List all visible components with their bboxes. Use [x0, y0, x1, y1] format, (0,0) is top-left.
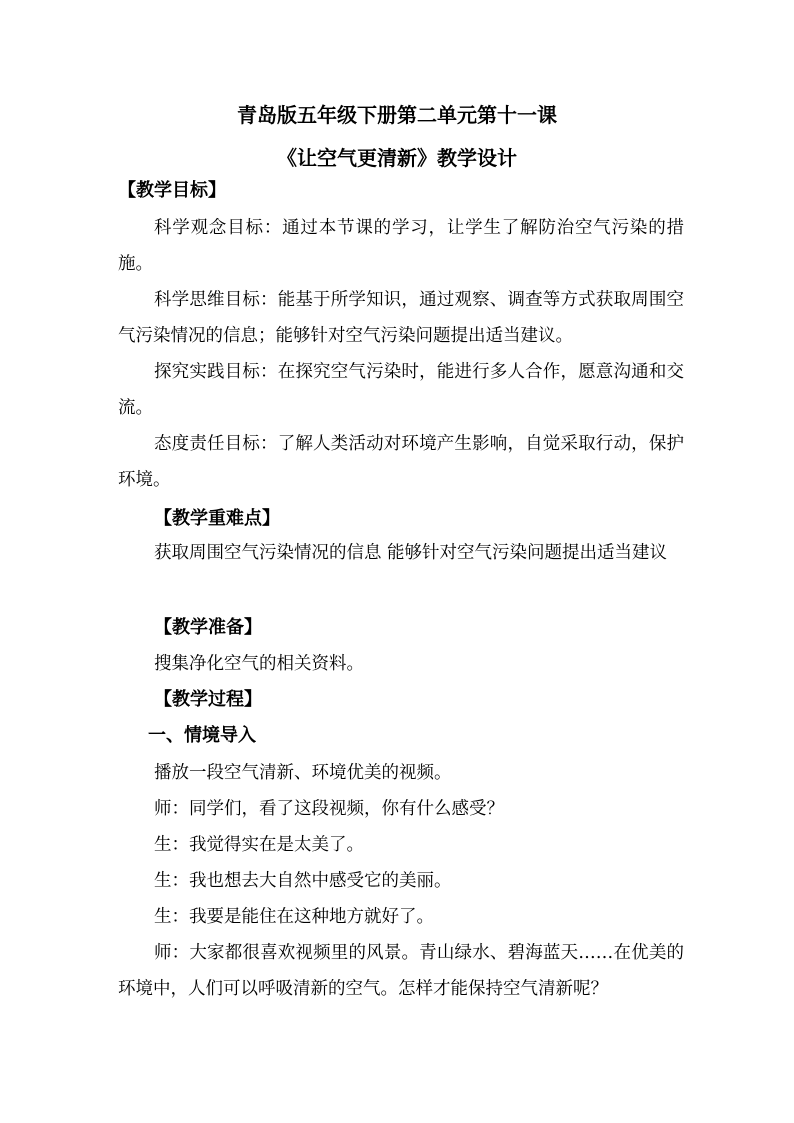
dialogue-line: 生：我要是能住在这种地方就好了。: [154, 907, 434, 927]
objectives-heading: 【教学目标】: [118, 180, 226, 201]
objective-paragraph: 探究实践目标：在探究空气污染时，能进行多人合作，愿意沟通和交流。: [118, 362, 684, 418]
dialogue-line: 生：我觉得实在是太美了。: [154, 835, 364, 855]
document-title: 青岛版五年级下册第二单元第十一课: [237, 103, 557, 127]
dialogue-line: 师：同学们，看了这段视频，你有什么感受？: [154, 799, 504, 819]
dialogue-line: 播放一段空气清新、环境优美的视频。: [154, 763, 452, 783]
section-heading: 一、情境导入: [148, 725, 256, 746]
preparation-heading: 【教学准备】: [154, 617, 262, 638]
closing-paragraph: 师：大家都很喜欢视频里的风景。青山绿水、碧海蓝天……在优美的环境中，人们可以呼吸清新的空气。怎样才能保持空气清新呢？: [118, 943, 684, 999]
preparation-text: 搜集净化空气的相关资料。: [154, 654, 364, 674]
key-points-heading: 【教学重难点】: [154, 508, 280, 529]
dialogue-line: 生：我也想去大自然中感受它的美丽。: [154, 871, 452, 891]
objective-paragraph: 科学观念目标：通过本节课的学习，让学生了解防治空气污染的措施。: [118, 218, 684, 274]
key-points-paragraph: 获取周围空气污染情况的信息 能够针对空气污染问题提出适当建议: [154, 543, 668, 563]
process-heading: 【教学过程】: [154, 689, 262, 710]
objective-paragraph: 态度责任目标：了解人类活动对环境产生影响，自觉采取行动，保护环境。: [118, 434, 684, 490]
objective-paragraph: 科学思维目标：能基于所学知识，通过观察、调查等方式获取周围空气污染情况的信息；能够针对空气污染问题提出适当建议。: [118, 290, 684, 346]
document-subtitle: 《让空气更清新》教学设计: [277, 146, 517, 170]
